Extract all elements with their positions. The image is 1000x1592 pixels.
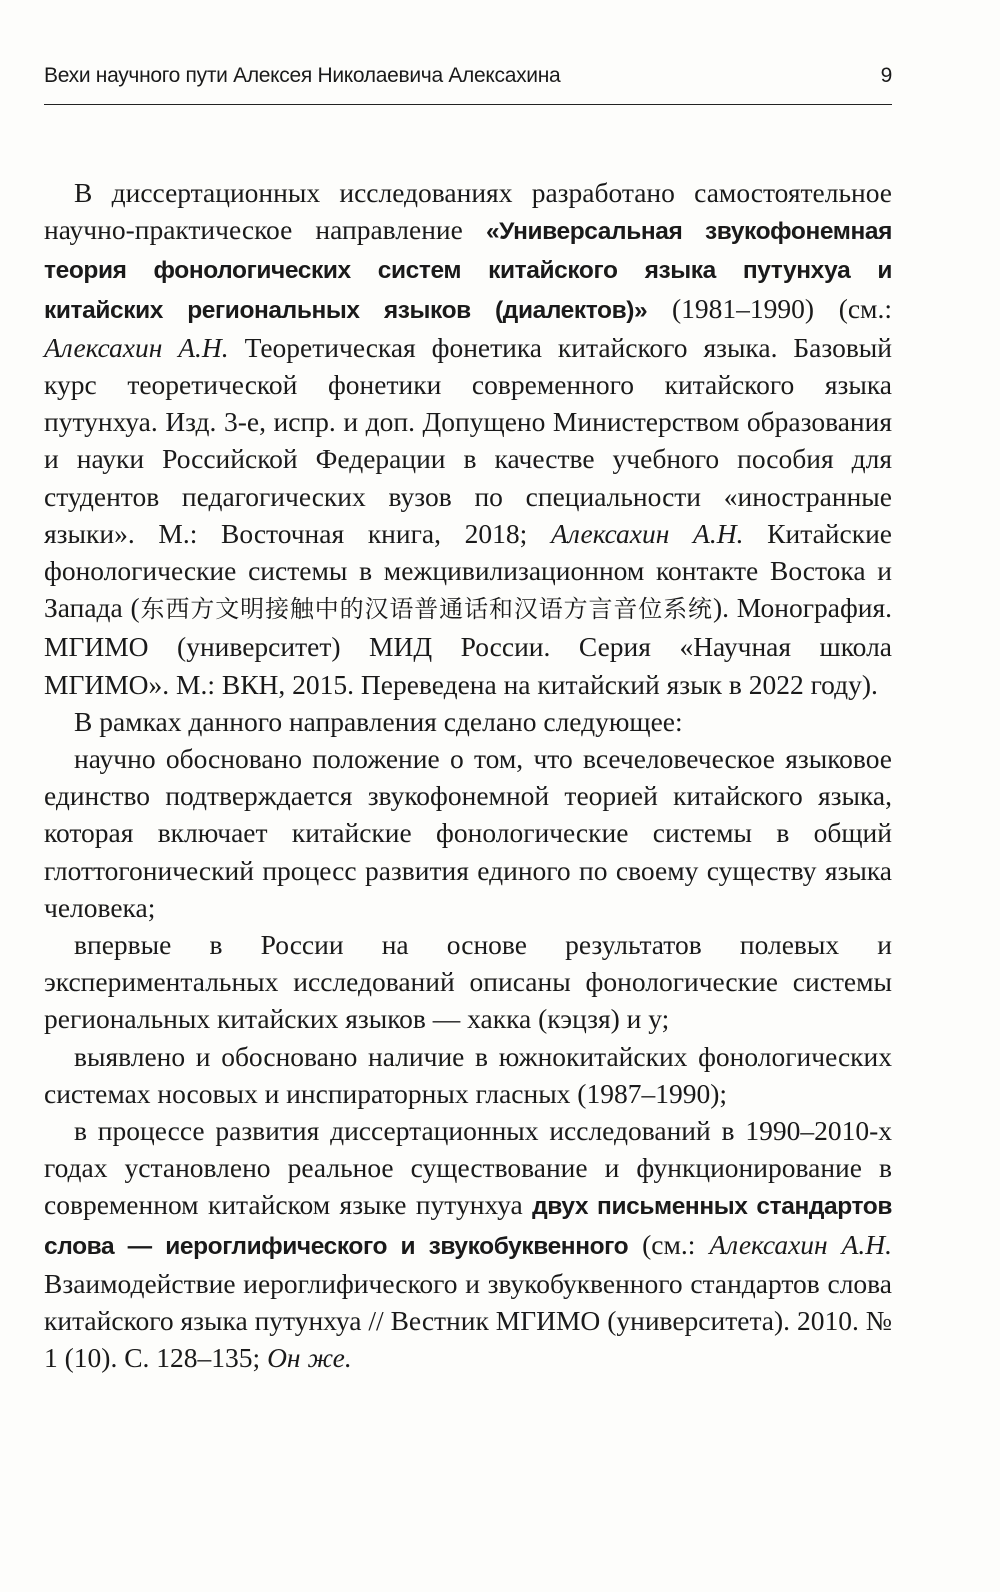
chinese-title: 东西方文明接触中的汉语普通话和汉语方言音位系统 [139,595,713,624]
author-citation: Он же. [267,1342,352,1374]
running-head [44,64,892,88]
paragraph [44,1038,892,1112]
author-citation: Алексахин А.Н. [44,331,229,363]
text-run: В диссертационных исследованиях разработано самостоятельное научно-практическое направление [44,177,892,246]
text-run: впервые в России на основе результатов полевых и экспериментальных исследований описаны фонологические системы региональных китайских языков — хакка (кэцзя) и у; [44,929,892,1035]
paragraph [44,926,892,1038]
text-run: в процессе развития диссертационных исследований в 1990–2010-х годах установлено реальное существование и функционирование в современном китайском языке путунхуа [44,1115,892,1221]
header-rule [44,104,892,105]
text-run: ). Монография. МГИМО (университет) МИД России. Серия «Научная школа МГИМО». М.: ВКН, 2015. Переведена на китайский язык в 2022 году). [44,592,893,700]
paragraph [44,174,892,703]
paragraph [44,1112,892,1376]
text-run: Взаимодействие иероглифического и звукобуквенного стандартов слова китайского языка путунхуа // Вестник МГИМО (университета). 2010. № 1 (10). С. 128–135; [44,1267,892,1374]
text-run: Теоретическая фонетика китайского языка. Базовый курс теоретической фонетики современного китайского языка путунхуа. Изд. 3-е, испр. и доп. Допущено Министерством образования и науки Российской Федерации в качестве учебного пособия для студентов педагогических вузов по специальности «иностранные языки». М.: Восточная книга, 2018; [44,331,892,549]
text-run: научно обосновано положение о том, что всечеловеческое языковое единство подтверждается звукофонемной теорией китайского языка, которая включает китайские фонологические системы в общий глоттогонический процесс развития единого по своему существу языка человека; [44,743,892,923]
paragraph [44,740,892,926]
bold-emphasis: «Универсальная звукофонемная теория фонологических систем китайского языка путунхуа и китайских региональных языков (диалектов)» [44,218,892,324]
author-citation: Алексахин А.Н. [551,517,744,549]
bold-emphasis: двух письменных стандартов слова — иероглифического и звукобуквенного [44,1193,892,1260]
author-citation: Алексахин А.Н. [709,1228,893,1260]
text-run: (см.: [628,1228,710,1260]
text-run: выявлено и обосновано наличие в южнокитайских фонологических системах носовых и инспираторных гласных (1987–1990); [44,1040,892,1109]
body-text [44,174,892,1377]
page-number: 9 [880,64,892,87]
text-run: Китайские фонологические системы в межцивилизационном контакте Востока и Запада ( [44,517,892,624]
running-title: Вехи научного пути Алексея Николаевича Алексахина [44,64,561,87]
text-run: (1981–1990) (см.: [647,292,892,324]
paragraph [44,703,892,740]
text-run: В рамках данного направления сделано следующее: [74,705,683,737]
